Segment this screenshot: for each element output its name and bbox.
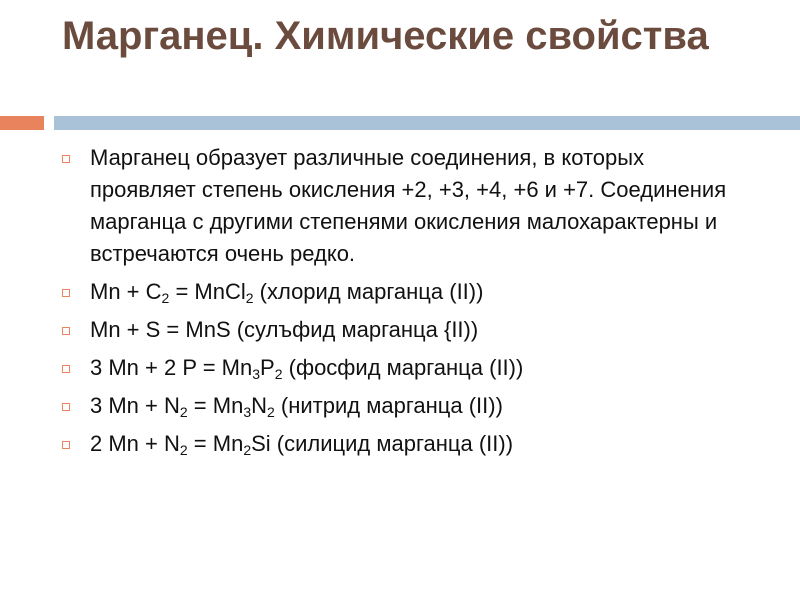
equation-subscript: 2 (245, 290, 254, 306)
bullet-text: Марганец образует различные соединения, в которых проявляет степень окисления +2, +3, +4, +6 и +7. Соединения марганца с другими степенями окисления малохарактерны и встречаются очень редко. (90, 145, 727, 266)
bullet-item-chloride (62, 276, 732, 308)
equation-part: = Mn (187, 393, 244, 418)
bullet-list (62, 142, 732, 466)
equation-part: (нитрид марганца (II)) (274, 393, 503, 418)
title-rule-bar (54, 116, 800, 130)
equation-part: = Mn (187, 431, 244, 456)
slide-title: Марганец. Химические свойства (62, 14, 709, 58)
bullet-item-silicide (62, 428, 732, 460)
equation-part: (хлорид марганца (II)) (253, 279, 484, 304)
bullet-square-icon (62, 441, 70, 449)
equation-part: Mn + S = MnS (сулъфид марганца {II)) (90, 317, 479, 342)
equation-subscript: 2 (179, 404, 188, 420)
equation-part: N (251, 393, 267, 418)
equation-part: Si (силицид марганца (II)) (251, 431, 514, 456)
equation-part: 2 Mn + N (90, 431, 180, 456)
title-accent-bar (0, 116, 44, 130)
equation-part: Mn + C (90, 279, 162, 304)
bullet-item-intro (62, 142, 732, 270)
equation-subscript: 2 (274, 366, 283, 382)
bullet-item-nitride (62, 390, 732, 422)
equation-subscript: 2 (179, 442, 188, 458)
equation-subscript: 3 (243, 404, 252, 420)
bullet-square-icon (62, 327, 70, 335)
equation-part: = MnCl (169, 279, 246, 304)
bullet-square-icon (62, 155, 70, 163)
equation-part: P (260, 355, 275, 380)
equation-part: 3 Mn + N (90, 393, 180, 418)
equation-subscript: 2 (243, 442, 252, 458)
bullet-item-phosphide (62, 352, 732, 384)
equation-subscript: 2 (267, 404, 275, 420)
equation-part: 3 Mn + 2 P = Mn (90, 355, 253, 380)
bullet-item-sulfide (62, 314, 732, 346)
bullet-square-icon (62, 403, 70, 411)
equation-part: (фосфид марганца (II)) (282, 355, 524, 380)
bullet-square-icon (62, 289, 70, 297)
equation-subscript: 3 (252, 366, 261, 382)
bullet-square-icon (62, 365, 70, 373)
equation-subscript: 2 (161, 290, 170, 306)
